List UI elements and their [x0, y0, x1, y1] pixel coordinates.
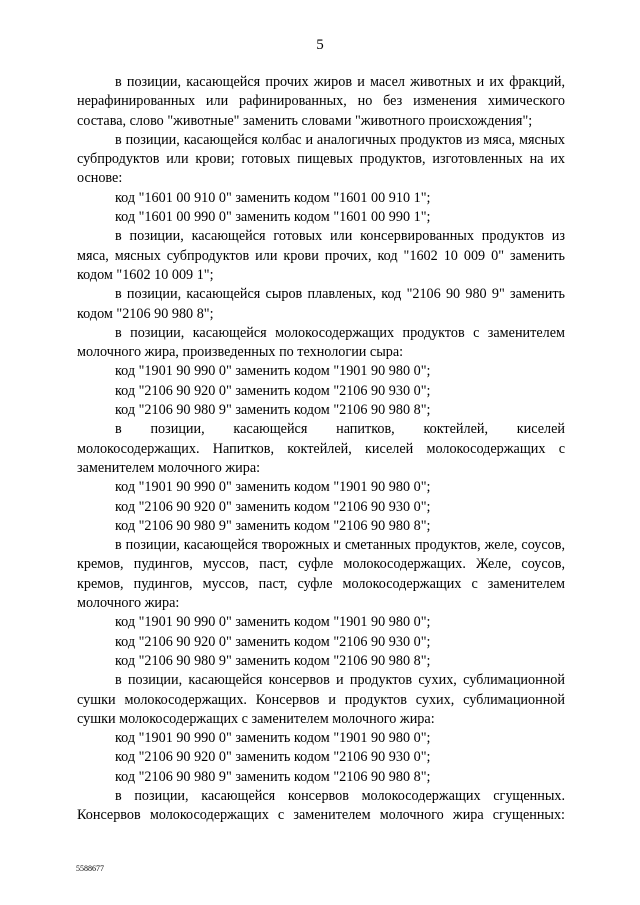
code-replacement-line: код "2106 90 980 9" заменить кодом "2106 90 980 8"; — [115, 768, 431, 785]
code-replacement-line: код "2106 90 980 9" заменить кодом "2106 90 980 8"; — [115, 517, 431, 534]
code-replacement-line: код "2106 90 920 0" заменить кодом "2106 90 930 0"; — [115, 749, 431, 766]
code-replacement-line: код "2106 90 980 9" заменить кодом "2106 90 980 8"; — [115, 402, 431, 419]
paragraph: в позиции, касающейся творожных и сметанных продуктов, желе, соусов, кремов, пудингов, муссов, паст, суфле молокосодержащих. Желе, соусов, кремов, пудингов, муссов, паст, суфле молокосодержащих с заменителем молочного жира: — [77, 537, 565, 612]
code-replacement-line: код "2106 90 980 9" заменить кодом "2106 90 980 8"; — [115, 652, 431, 669]
document-body — [77, 73, 565, 826]
page-number: 5 — [316, 37, 324, 53]
code-replacement-line: код "1901 90 990 0" заменить кодом "1901 90 980 0"; — [115, 730, 431, 747]
paragraph: в позиции, касающейся напитков, коктейлей, киселей молокосодержащих. Напитков, коктейлей, киселей молокосодержащих с заменителем молочного жира: — [77, 421, 565, 476]
footer-document-id: 5588677 — [76, 864, 104, 873]
paragraph: в позиции, касающейся молокосодержащих продуктов с заменителем молочного жира, произведенных по технологии сыра: — [77, 324, 565, 361]
code-replacement-line: код "2106 90 920 0" заменить кодом "2106 90 930 0"; — [115, 498, 431, 515]
paragraph: в позиции, касающейся прочих жиров и масел животных и их фракций, нерафинированных или рафинированных, но без изменения химического состава, слово "животные" заменить словами "животного происхождения"; — [77, 74, 565, 129]
code-replacement-line: код "1601 00 910 0" заменить кодом "1601 00 910 1"; — [115, 189, 431, 206]
code-replacement-line: код "2106 90 920 0" заменить кодом "2106 90 930 0"; — [115, 382, 431, 399]
code-replacement-line: код "2106 90 920 0" заменить кодом "2106 90 930 0"; — [115, 633, 431, 650]
code-replacement-line: код "1601 00 990 0" заменить кодом "1601 00 990 1"; — [115, 209, 431, 226]
code-replacement-line: код "1901 90 990 0" заменить кодом "1901 90 980 0"; — [115, 363, 431, 380]
paragraph: в позиции, касающейся колбас и аналогичных продуктов из мяса, мясных субпродуктов или крови; готовых пищевых продуктов, изготовленных на их основе: — [77, 131, 565, 187]
paragraph: в позиции, касающейся сыров плавленых, код "2106 90 980 9" заменить кодом "2106 90 980 8"; — [77, 286, 565, 322]
paragraph: в позиции, касающейся консервов и продуктов сухих, сублимационной сушки молокосодержащих. Консервов и продуктов сухих, сублимационной сушки молокосодержащих с заменителем молочного жира: — [77, 672, 565, 727]
paragraph: в позиции, касающейся готовых или консервированных продуктов из мяса, мясных субпродуктов или крови прочих, код "1602 10 009 0" заменить кодом "1602 10 009 1"; — [77, 228, 565, 283]
paragraph: в позиции, касающейся консервов молокосодержащих сгущенных. Консервов молокосодержащих с заменителем молочного жира сгущенных: — [77, 787, 565, 824]
code-replacement-line: код "1901 90 990 0" заменить кодом "1901 90 980 0"; — [115, 614, 431, 631]
code-replacement-line: код "1901 90 990 0" заменить кодом "1901 90 980 0"; — [115, 479, 431, 496]
